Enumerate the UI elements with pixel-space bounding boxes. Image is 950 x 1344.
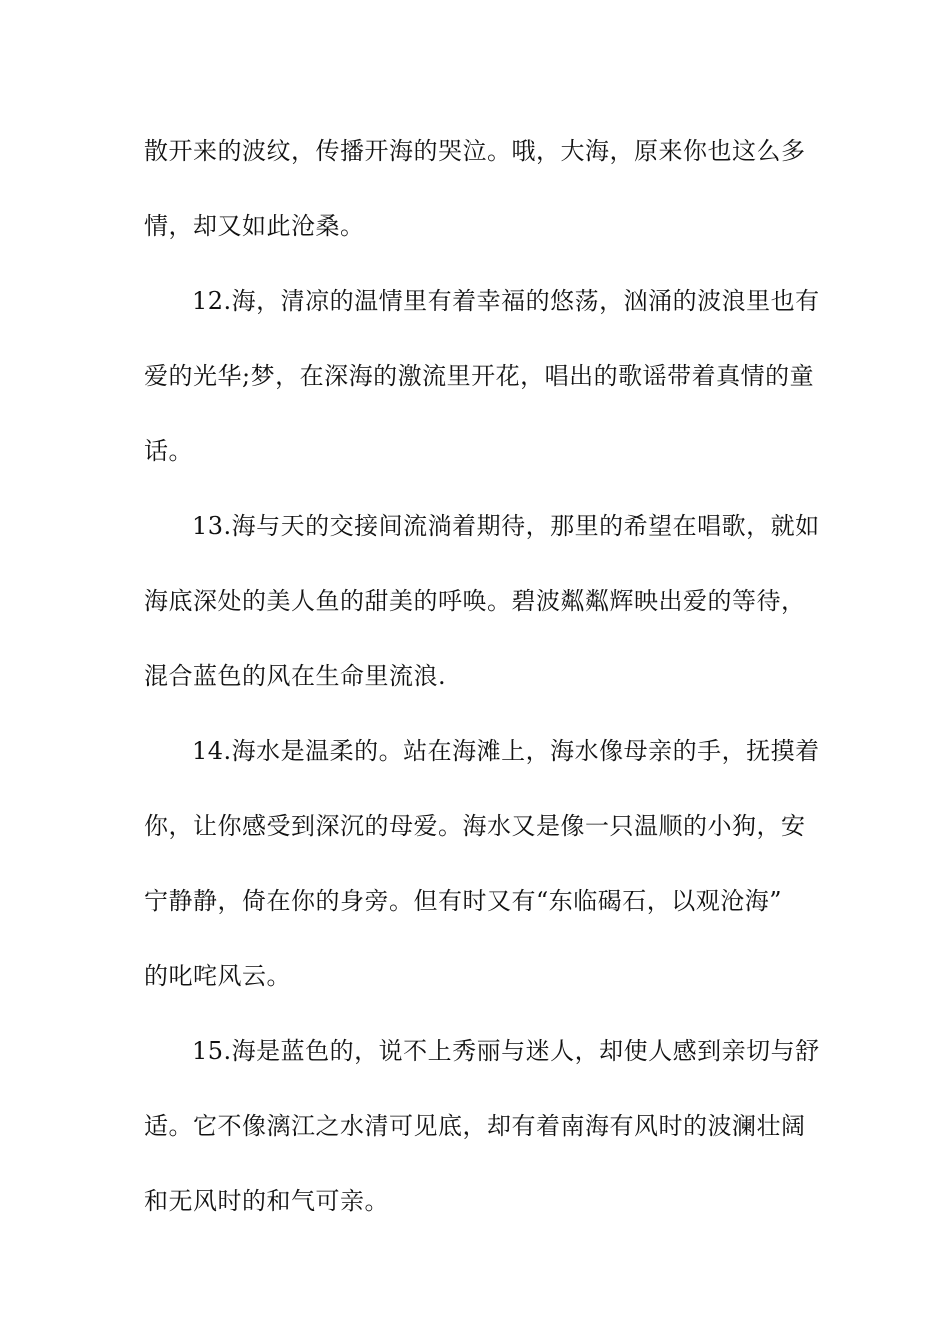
text-line: 情，却又如此沧桑。 (144, 212, 365, 240)
paragraph-15-start: 15.海是蓝色的，说不上秀丽与迷人，却使人感到亲切与舒 (192, 1037, 820, 1065)
text-line: 海底深处的美人鱼的甜美的呼唤。碧波粼粼辉映出爱的等待， (144, 587, 806, 615)
text-line: 你，让你感受到深沉的母爱。海水又是像一只温顺的小狗，安 (144, 812, 806, 840)
text-line: 话。 (144, 437, 193, 465)
paragraph-12-start: 12.海，清凉的温情里有着幸福的悠荡，汹涌的波浪里也有 (192, 287, 820, 315)
text-line: 爱的光华;梦，在深海的激流里开花，唱出的歌谣带着真情的童 (144, 362, 815, 390)
paragraph-14-start: 14.海水是温柔的。站在海滩上，海水像母亲的手，抚摸着 (192, 737, 820, 765)
text-line: 宁静静，倚在你的身旁。但有时又有“东临碣石，以观沧海” (144, 887, 783, 915)
text-line: 适。它不像漓江之水清可见底，却有着南海有风时的波澜壮阔 (144, 1112, 806, 1140)
text-line: 散开来的波纹，传播开海的哭泣。哦，大海，原来你也这么多 (144, 137, 806, 165)
text-line: 和无风时的和气可亲。 (144, 1187, 389, 1215)
text-line: 混合蓝色的风在生命里流浪. (144, 662, 447, 690)
text-line: 的叱咤风云。 (144, 962, 291, 990)
paragraph-13-start: 13.海与天的交接间流淌着期待，那里的希望在唱歌，就如 (192, 512, 820, 540)
